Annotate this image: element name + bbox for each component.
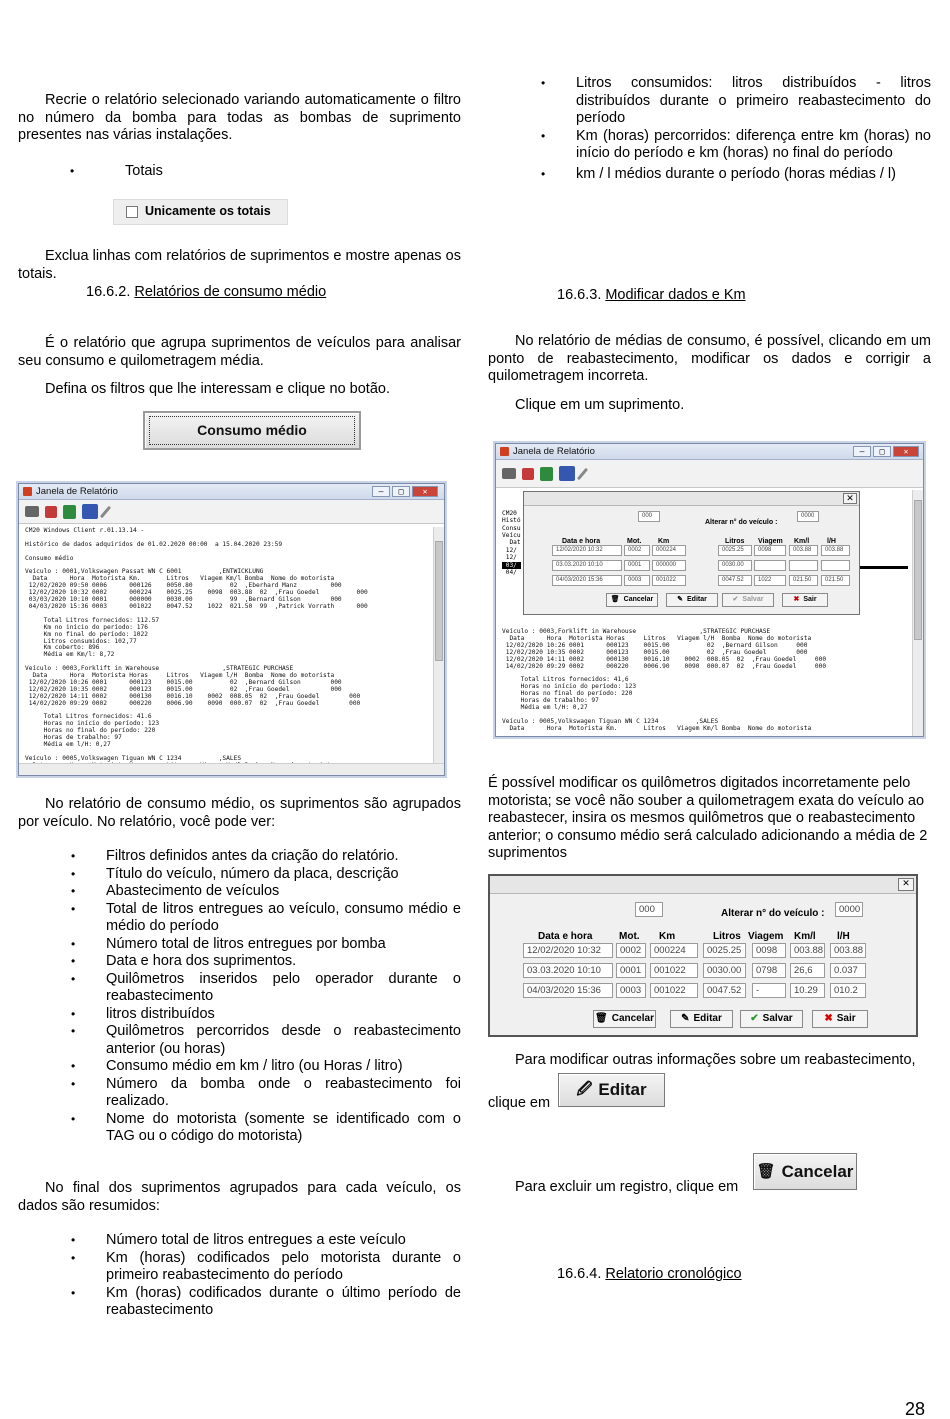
col-header-kml: Km/l xyxy=(794,538,810,545)
vertical-scrollbar[interactable] xyxy=(433,527,444,763)
dialog-cell[interactable]: 000224 xyxy=(650,943,698,958)
list-item: • Km (horas) codificados pelo motorista durante o primeiro reabastecimento do período xyxy=(18,1250,461,1285)
col-header-mot: Mot. xyxy=(619,931,640,942)
report-text: Veículo : 0003,Forklift in Warehouse ,STRATEGIC PURCHASE Data Hora Motorista Horas Litros Viagem l/H Bomba Nome do motorista 12/02/2020 10:26 0001 000123 0015.00 02 ,Bernard Gilson 000 12/02/2020 10:35 0002 000123 0015.00 02 ,Frau Goedel 000 12/02/2020 14:11 0002 000130 0016.10 0002 008.05 02 ,Frau Goedel 000 14/02/2020 09:29 0002 000220 0006.90 0090 000.07 02 ,Frau Goedel 000 Total Litros fornecidos: 41,6 Horas no início do período: 123 Horas no final do período: 220 Horas de trabalho: 97 Média em l/H: 0,27 Veículo : 0005,Volkswagen Tiguan WN C 1234 ,SALES Data Hora Motorista Km. Litros Viagem Km/l Bomba Nome do motorista xyxy=(502,628,827,732)
paragraph-modify-intro: No relatório de médias de consumo, é possível, clicando em um ponto de reabastecimento, modificar os dados e corrigir a quilometragem incorreta. xyxy=(488,333,931,384)
cancelar-button[interactable]: 🗑 Cancelar xyxy=(606,593,658,607)
dialog-cell[interactable]: 03.03.2020 10:10 xyxy=(523,963,613,978)
paragraph-modify-other: Para modificar outras informações sobre um reabastecimento, xyxy=(515,1052,916,1068)
dialog-cell[interactable] xyxy=(754,560,786,571)
paragraph-exclude-lines: Exclua linhas com relatórios de suprimentos e mostre apenas os totais. xyxy=(18,248,461,282)
list-item: • km / l médios durante o período (horas médias / l) xyxy=(488,166,931,184)
excel-icon[interactable] xyxy=(63,505,76,519)
list-report-contents xyxy=(18,848,461,1146)
col-header-mot: Mot. xyxy=(627,538,642,545)
list-summary xyxy=(18,1232,461,1320)
close-icon[interactable]: ✕ xyxy=(843,493,857,504)
list-item: • Quilômetros inseridos pelo operador durante o reabastecimento xyxy=(18,971,461,1006)
list-item: • Total de litros entregues ao veículo, consumo médio e médio do período xyxy=(18,901,461,936)
dialog-cell[interactable]: 0098 xyxy=(754,545,786,556)
col-header-km: Km xyxy=(659,931,676,942)
col-header-lh: l/H xyxy=(827,538,836,545)
editar-button[interactable]: ✎ Editar xyxy=(670,1010,733,1028)
report-text: CM20 Windows Client r.01.13.14 - Histórico de dados adquiridos de 01.02.2020 00:00 a 15.04.2020 23:59 Consumo médio Veículo : 0001,Volkswagen Passat WN C 6001 ,ENTWICKLUNG Data Hora Motorista Km. Litros Viagem Km/l Bomba Nome do motorista 12/02/2020 09:50 0006 000126 0050.80 02 ,Eberhard Manz 000 12/02/2020 10:32 0002 000224 0025.25 0098 003.88 02 ,Frau Goedel 000 03/03/2020 10:10 0001 000000 0030.00 99 ,Bernard Gilson 000 04/03/2020 15:36 0003 001022 0047.52 1022 021.50 99 ,Patrick Vorrath 000 Total Litros fornecidos: 112.57 Km no início do período: 176 Km no final do período: 1022 Litros consumidos: 102,77 Km coberto: 896 Média em Km/l: 8,72 Veículo : 0003,Forklift in Warehouse ,STRATEGIC PURCHASE Data Hora Motorista Horas Litros Viagem l/H Bomba Nome do motorista 12/02/2020 10:26 0001 000123 0015.00 02 ,Bernard Gilson 000 12/02/2020 10:35 0002 000123 0015.00 02 ,Frau Goedel 000 12/02/2020 14:11 0002 000130 0016.10 0002 008.05 02 ,Frau Goedel 000 14/02/2020 09:29 0002 000220 0006.90 0090 000.07 02 ,Frau Goedel 000 Total Litros fornecidos: 41.6 Horas no início do período: 123 Horas no final do período: 220 Horas de trabalho: 97 Média em l/H: 0,27 Veículo : 0005,Volkswagen Tiguan WN C 1234 ,SALES xyxy=(25,527,368,762)
scrollbar-thumb[interactable] xyxy=(914,500,922,640)
x-icon: ✖ xyxy=(793,596,800,604)
dialog-cell[interactable]: 0030.00 xyxy=(718,560,752,571)
dialog-cell[interactable]: 001022 xyxy=(652,575,686,586)
col-header-data-hora: Data e hora xyxy=(538,931,593,942)
list-item: • Abastecimento de veículos xyxy=(18,883,461,901)
window-controls xyxy=(853,446,919,457)
col-header-km: Km xyxy=(658,538,670,545)
col-header-kml: Km/l xyxy=(794,931,816,942)
paragraph-grouped-by-vehicle: No relatório de consumo médio, os suprimentos são agrupados por veículo. No relatório, você pode ver: xyxy=(18,796,461,830)
word-icon[interactable] xyxy=(82,504,98,519)
window-title: Janela de Relatório xyxy=(513,445,595,457)
edit-supply-dialog-large xyxy=(488,874,918,1037)
app-icon xyxy=(500,447,509,456)
edit-supply-dialog xyxy=(523,491,860,615)
dialog-cell[interactable]: 0002 xyxy=(624,545,650,556)
dialog-cell[interactable]: 04/03/2020 15:36 xyxy=(552,575,622,586)
edit-icon: ✎ xyxy=(681,1013,690,1025)
close-icon[interactable]: ✕ xyxy=(898,878,914,891)
alter-vehicle-label: Alterar n° do veículo : xyxy=(705,519,778,526)
maximize-icon[interactable]: □ xyxy=(392,486,410,497)
paragraph-define-filters: Defina os filtros que lhe interessam e clique no botão. xyxy=(45,381,390,397)
excel-icon[interactable] xyxy=(540,467,553,481)
paragraph-click-in: clique em xyxy=(488,1095,551,1111)
list-item: • Km (horas) percorridos: diferença entre km (horas) no início do período e km (horas) no final do período xyxy=(488,128,931,163)
dialog-cell[interactable]: 04/03/2020 15:36 xyxy=(523,983,613,998)
wand-icon[interactable] xyxy=(100,505,111,518)
list-item: • Número total de litros entregues por bomba xyxy=(18,936,461,954)
page-number: 28 xyxy=(905,1399,926,1419)
dialog-cell[interactable]: 021.50 xyxy=(789,575,818,586)
dialog-cell[interactable]: 03.03.2020 10:10 xyxy=(552,560,622,571)
x-icon: ✖ xyxy=(824,1013,833,1025)
paragraph-recreate-report: Recrie o relatório selecionado variando automaticamente o filtro no número da bomba para todas as bombas de suprimento presentes nas várias instalações. xyxy=(18,92,461,143)
section-heading-16-6-3: 16.6.3. Modificar dados e Km xyxy=(557,287,746,303)
dialog-cell[interactable]: 1022 xyxy=(754,575,786,586)
edit-icon: ✎ xyxy=(677,596,684,604)
paragraph-modify-km: É possível modificar os quilômetros digitados incorretamente pelo motorista; se você não souber a quilometragem exata do veículo ao reabastecer, insira os mesmos quilômetros que o reabastecimento anterior; o consumo médio será calculado adicionando a média de 2 suprimentos xyxy=(488,775,928,861)
col-header-viagem: Viagem xyxy=(758,538,783,545)
cancelar-button-image[interactable]: 🗑 Cancelar xyxy=(753,1153,857,1190)
col-header-lh: l/H xyxy=(837,931,850,942)
dialog-cell[interactable]: 0798 xyxy=(752,963,786,978)
minimize-icon[interactable]: – xyxy=(853,446,871,457)
minimize-icon[interactable]: – xyxy=(372,486,390,497)
dialog-cell[interactable]: 0025.25 xyxy=(718,545,752,556)
paragraph-summary-intro: No final dos suprimentos agrupados para cada veículo, os dados são resumidos: xyxy=(18,1180,461,1214)
vertical-scrollbar[interactable] xyxy=(912,490,923,736)
editar-button[interactable]: ✎ Editar xyxy=(666,593,718,607)
dialog-cell[interactable]: 000224 xyxy=(652,545,686,556)
list-item: • Título do veículo, número da placa, descrição xyxy=(18,866,461,884)
scrollbar-thumb[interactable] xyxy=(435,541,443,661)
dialog-cell[interactable]: 021.50 xyxy=(821,575,850,586)
dialog-cell[interactable]: 003.88 xyxy=(830,943,866,958)
dialog-cell[interactable]: 12/02/2020 10:32 xyxy=(523,943,613,958)
report-toolbar xyxy=(19,500,444,524)
list-consumption-summary xyxy=(488,75,931,183)
list-item: • Filtros definidos antes da criação do relatório. xyxy=(18,848,461,866)
salvar-button[interactable]: ✔ Salvar xyxy=(722,593,774,607)
dialog-cell[interactable]: 0025.25 xyxy=(703,943,746,958)
horizontal-scrollbar[interactable] xyxy=(19,763,444,775)
section-heading-16-6-2: 16.6.2. Relatórios de consumo médio xyxy=(86,284,327,300)
checkbox-unicamente-os-totais[interactable] xyxy=(113,199,288,225)
section-heading-16-6-4: 16.6.4. Relatorio cronológico xyxy=(557,1266,742,1282)
col-header-viagem: Viagem xyxy=(748,931,784,942)
dialog-titlebar xyxy=(524,492,859,506)
dialog-cell[interactable]: 003.88 xyxy=(789,545,818,556)
checkbox-label: Unicamente os totais xyxy=(145,204,271,219)
report-window-edit xyxy=(495,443,924,737)
list-item: • Nome do motorista (somente se identificado com o TAG ou o código do motorista) xyxy=(18,1111,461,1146)
report-toolbar xyxy=(496,460,923,488)
dialog-cell[interactable]: 10.29 xyxy=(790,983,825,998)
dialog-cell[interactable]: 12/02/2020 10:32 xyxy=(552,545,622,556)
edit-icon: 🖉 xyxy=(576,1081,593,1099)
alter-vehicle-input[interactable]: 0000 xyxy=(797,511,819,522)
dialog-cell[interactable]: 001022 xyxy=(650,983,698,998)
word-icon[interactable] xyxy=(559,466,575,481)
trash-icon: 🗑 xyxy=(595,1013,608,1025)
dialog-cell[interactable]: 000000 xyxy=(652,560,686,571)
check-icon: ✔ xyxy=(750,1013,759,1025)
maximize-icon[interactable]: □ xyxy=(873,446,891,457)
dialog-cell[interactable]: 0001 xyxy=(616,963,646,978)
list-item: • Consumo médio em km / litro (ou Horas / litro) xyxy=(18,1058,461,1076)
check-icon: ✔ xyxy=(732,596,739,604)
list-item: • Data e hora dos suprimentos. xyxy=(18,953,461,971)
app-icon xyxy=(23,487,32,496)
cancelar-button[interactable]: 🗑 Cancelar xyxy=(593,1010,656,1028)
list-item: • Número total de litros entregues a este veículo xyxy=(18,1232,461,1250)
dialog-cell[interactable]: 0047.52 xyxy=(718,575,752,586)
dialog-cell[interactable]: 003.88 xyxy=(790,943,825,958)
print-icon[interactable] xyxy=(25,506,39,517)
window-title: Janela de Relatório xyxy=(36,485,118,497)
list-item: • litros distribuídos xyxy=(18,1006,461,1024)
salvar-button[interactable]: ✔ Salvar xyxy=(740,1010,803,1028)
dialog-cell[interactable]: 0030.00 xyxy=(703,963,746,978)
paragraph-delete-record: Para excluir um registro, clique em xyxy=(515,1179,739,1195)
close-icon[interactable]: ✕ xyxy=(893,446,919,457)
dialog-cell[interactable]: 26,6 xyxy=(790,963,825,978)
vehicle-top-field[interactable]: 000 xyxy=(635,902,663,917)
list-item: • Litros consumidos: litros distribuídos - litros distribuídos durante o primeiro reabastecimento do período xyxy=(488,75,931,128)
editar-button-image[interactable]: 🖉 Editar xyxy=(558,1073,665,1107)
consumo-medio-button[interactable]: Consumo médio xyxy=(143,411,361,450)
dialog-cell[interactable]: 001022 xyxy=(650,963,698,978)
vehicle-top-field[interactable]: 000 xyxy=(638,511,660,522)
dialog-cell[interactable]: 0047.52 xyxy=(703,983,746,998)
checkbox-box[interactable] xyxy=(126,206,138,218)
dialog-cell[interactable]: 003.88 xyxy=(821,545,850,556)
dialog-cell[interactable] xyxy=(821,560,850,571)
close-icon[interactable]: ✕ xyxy=(412,486,438,497)
col-header-litros: Litros xyxy=(713,931,741,942)
dialog-cell[interactable]: 0098 xyxy=(752,943,786,958)
pdf-icon[interactable] xyxy=(45,506,57,518)
dialog-cell[interactable]: 0002 xyxy=(616,943,646,958)
list-item: • Número da bomba onde o reabastecimento foi realizado. xyxy=(18,1076,461,1111)
pdf-icon[interactable] xyxy=(522,468,534,480)
sair-button[interactable]: ✖ Sair xyxy=(812,1010,868,1028)
dialog-cell[interactable]: 010.2 xyxy=(830,983,866,998)
dialog-cell[interactable]: 0001 xyxy=(624,560,650,571)
col-header-litros: Litros xyxy=(725,538,745,545)
trash-icon: 🗑 xyxy=(756,1162,776,1180)
report-side-text: CM20 Histó Consu Veícu Dat 12/ 12/ 03/ 04/ xyxy=(502,509,521,577)
dialog-cell[interactable]: 0003 xyxy=(624,575,650,586)
dialog-cell[interactable]: 0003 xyxy=(616,983,646,998)
list-item: • Km (horas) codificados durante o último período de reabastecimento xyxy=(18,1285,461,1320)
list-item: • Quilômetros percorridos desde o reabastecimento anterior (ou horas) xyxy=(18,1023,461,1058)
dialog-cell[interactable]: 0.037 xyxy=(830,963,866,978)
col-header-data-hora: Data e hora xyxy=(562,538,601,545)
report-window-consumo-medio xyxy=(18,483,445,776)
window-controls xyxy=(372,486,438,497)
alter-vehicle-input[interactable]: 0000 xyxy=(835,902,863,917)
print-icon[interactable] xyxy=(502,468,516,479)
dialog-cell[interactable] xyxy=(789,560,818,571)
paragraph-click-supply: Clique em um suprimento. xyxy=(515,397,685,413)
alter-vehicle-label: Alterar n° do veículo : xyxy=(721,908,825,919)
wand-icon[interactable] xyxy=(577,467,588,480)
paragraph-consumo-description: É o relatório que agrupa suprimentos de veículos para analisar seu consumo e quilometragem média. xyxy=(18,335,461,369)
dialog-titlebar xyxy=(490,876,916,894)
trash-icon: 🗑 xyxy=(610,596,620,604)
dialog-cell[interactable]: - xyxy=(752,983,786,998)
sair-button[interactable]: ✖ Sair xyxy=(782,593,828,607)
